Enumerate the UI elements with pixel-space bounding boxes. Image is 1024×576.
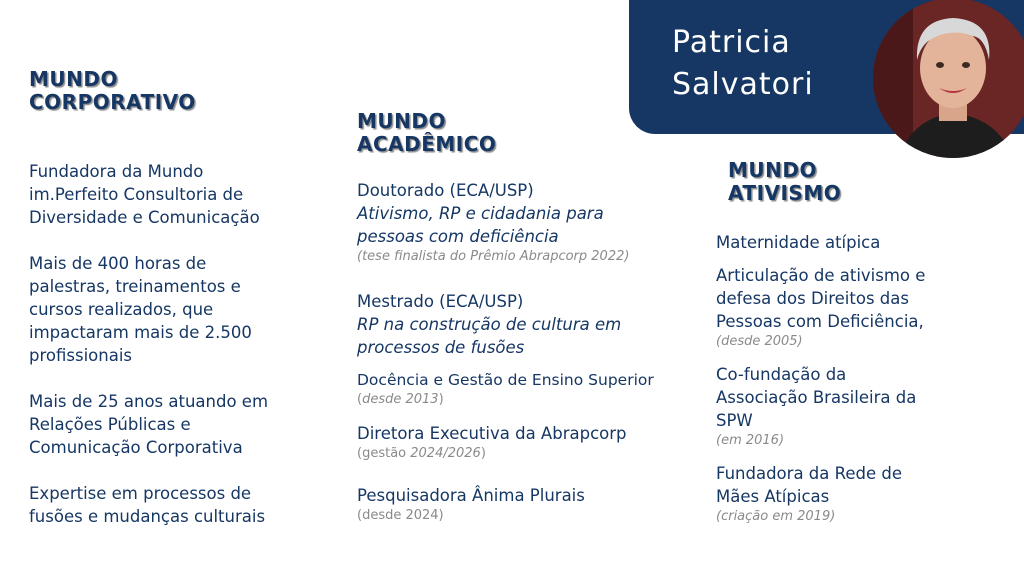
director-title: Diretora Executiva da Abrapcorp xyxy=(357,424,627,443)
corporate-item-founder: Fundadora da Mundo im.Perfeito Consultoria de Diversidade e Comunicação xyxy=(29,162,260,227)
director-note: (gestão 2024/2026) xyxy=(357,446,486,461)
academic-researcher xyxy=(357,484,585,525)
profile-last-name: Salvatori xyxy=(672,67,814,102)
network-note: (criação em 2019) xyxy=(716,509,836,524)
corporate-item-experience: Mais de 25 anos atuando em Relações Públicas e Comunicação Corporativa xyxy=(29,392,269,457)
academic-masters: Mestrado (ECA/USP) RP na construção de cultura em processos de fusões xyxy=(357,292,622,357)
academic-director xyxy=(357,422,627,463)
teaching-note: (desde 2013) xyxy=(357,392,444,407)
masters-title: Mestrado (ECA/USP) xyxy=(357,292,524,311)
activism-item-network: Fundadora da Rede de Mães Atípicas (criação em 2019) xyxy=(716,464,902,524)
activism-item-spw: Co-fundação da Associação Brasileira da SPW (em 2016) xyxy=(716,365,917,448)
masters-topic: RP na construção de cultura em xyxy=(357,315,622,334)
rights-note: (desde 2005) xyxy=(716,334,803,349)
researcher-note: (desde 2024) xyxy=(357,508,444,523)
doctorate-title: Doutorado (ECA/USP) xyxy=(357,181,534,200)
academic-doctorate: Doutorado (ECA/USP) Ativismo, RP e cidadania para pessoas com deficiência (tese finalista do Prêmio Abrapcorp 2022) xyxy=(357,181,630,264)
activism-item-rights: Articulação de ativismo e defesa dos Direitos das Pessoas com Deficiência, (desde 2005) xyxy=(716,266,926,349)
doctorate-note: (tese finalista do Prêmio Abrapcorp 2022) xyxy=(357,249,630,264)
spw-note: (em 2016) xyxy=(716,433,785,448)
academic-heading: MUNDO ACADÊMICO xyxy=(357,109,497,156)
activism-heading: MUNDO ATIVISMO xyxy=(728,158,842,205)
corporate-item-training: Mais de 400 horas de palestras, treinamentos e cursos realizados, que impactaram mais de 2.500 profissionais xyxy=(29,254,252,365)
corporate-item-expertise: Expertise em processos de fusões e mudanças culturais xyxy=(29,484,266,526)
corporate-heading: MUNDO CORPORATIVO xyxy=(29,67,196,114)
profile-photo xyxy=(873,0,1024,158)
profile-first-name: Patricia xyxy=(672,25,791,60)
doctorate-topic: Ativismo, RP e cidadania para xyxy=(357,204,604,223)
academic-teaching xyxy=(357,369,654,409)
researcher-title: Pesquisadora Ânima Plurais xyxy=(357,486,585,505)
teaching-title: Docência e Gestão de Ensino Superior xyxy=(357,371,654,389)
activism-item-maternity: Maternidade atípica xyxy=(716,233,881,252)
